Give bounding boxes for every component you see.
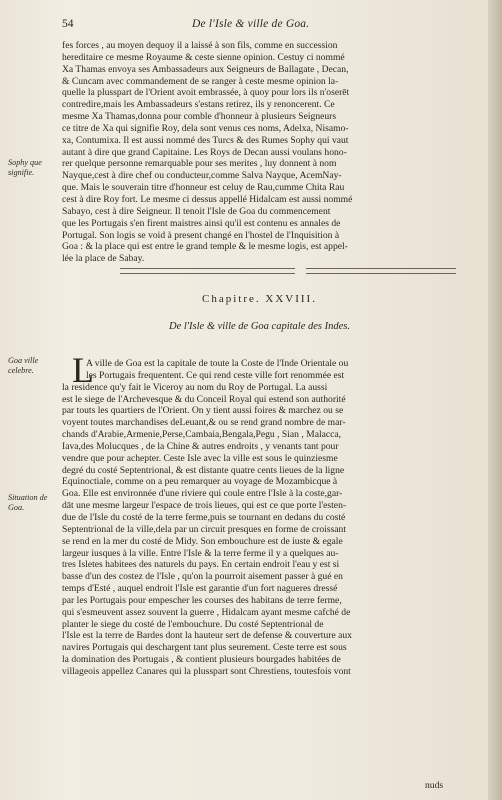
text-line: autant à dire que grand Capitaine. Les Roys de Decan aussi voulans hono- [62,146,347,158]
page-header [62,18,462,34]
text-line: Equinoctiale, comme on a peu remarquer au voyage de Mozambicque à [62,476,338,488]
page-gutter-shadow [488,0,502,800]
catchword: nuds [425,780,444,791]
text-line: ce titre de Xa qui signifie Roy, dela sont venus ces noms, Adelxa, Nisamo- [62,122,349,134]
text-line: Xa Thamas envoya ses Ambassadeurs aux Seigneurs de Ballagate , Decan, [62,63,349,75]
chapter-subtitle: De l'Isle & ville de Goa capitale des Indes. [169,321,350,332]
text-line: tres Isletes habitees des naturels du pays. En certain endroit l'eau y est si [62,559,340,571]
chapter-heading: Chapitre. XXVIII. [202,293,317,305]
text-line: les Portugais frequentent. Ce qui rend ceste ville fort renommée est [86,369,345,381]
text-line: navires Portugais qui deschargent tant plus seurement. Ceste terre est sous [62,642,347,654]
text-line: par les Portugais pour empescher les courses des habitans de terre ferme, [62,594,342,606]
text-line: la domination des Portugais , & contient plusieurs bourgades habitées de [62,654,341,666]
text-line: la residence qu'y fait le Viceroy au nom du Roy de Portugal. La aussi [62,381,328,393]
text-line: Iava,des Molucques , de la Chine & autres endroits , y venants tant pour [62,440,339,452]
text-line: qui s'esmeuvent assez souvent la guerre , Hidalcam ayant mesme cafché de [62,606,351,618]
text-line: contredire,mais les Ambassadeurs s'estans retirez, ils y renoncerent. Ce [62,99,335,111]
text-line: dāt une mesme largeur l'espace de trois lieues, qui est ce que porte l'esten- [62,500,347,512]
text-line: Goa. Elle est environnée d'une riviere qui coule entre l'Isle à la coste,gar- [62,488,343,500]
text-line: Sabayo, cest à dire Seigneur. Il tenoit l'Isle de Goa du commencement [62,205,331,217]
margin-note-sophy: Sophy que signifie. [8,158,42,177]
text-line: xa, Contumixa. Il est aussi nommé des Turcs & des Rumes Sophy qui vaut [62,134,349,146]
text-line: par touts les quartiers de l'Orient. On y tient aussi foires & marchez ou se [62,405,344,417]
text-line: Nayque,cest à dire chef ou conducteur,comme Salva Nayque, AcemNay- [62,170,342,182]
section-1-text [62,40,457,296]
margin-note-situation: Situation de Goa. [8,493,48,512]
ornamental-rule-right [306,268,456,274]
text-line: Septentrional de la ville,dela par un circuit presques en forme de croissant [62,523,346,535]
text-line: quelle la plusspart de l'Orient avoit embrassée, à quoy pour lors ils n'oserēt [62,87,350,99]
text-line: villageois appellez Canares qui la plusspart sont Chrestiens, toutesfois vont [62,665,351,677]
text-line: degré du costé Septentrional, & est distante quatre cents lieues de la ligne [62,464,345,476]
text-line: cest à dire Roy fort. Le mesme ci dessus appellé Hidalcam est aussi nommé [62,193,353,205]
text-line: A ville de Goa est la capitale de toute la Coste de l'Inde Orientale ou [86,358,349,369]
text-line: l'Isle est la terre de Bardes dont la hauteur sert de defense & couverture aux [62,630,352,642]
text-line: se rend en la mer du costé de Midy. Son embouchure est de iuste & egale [62,535,343,547]
text-line: hereditaire ce mesme Royaume & ceste sienne opinion. Cestuy ci nommé [62,51,345,63]
drop-cap: L [72,350,94,390]
text-line: que les Portugais s'en firent maistres ainsi qu'il est contenu es annales de [62,217,341,229]
text-line: rer quelque personne remarquable pour ses merites , luy donnent à nom [62,158,337,170]
text-line: mesme Xa Thamas,donna pour comble d'honneur à plusieurs Seigneurs [62,111,337,123]
text-line: Goa : & la place qui est entre le grand temple & le mesme logis, est appel- [62,241,348,253]
text-line: est le siege de l'Archevesque & du Conceil Royal qui estend son authorité [62,393,346,405]
ornamental-rule-left [120,268,295,274]
text-line: due de l'Isle du costé de la terre ferme,puis se tournant en dedans du costé [62,511,346,523]
text-line: fes forces , au moyen dequoy il a laissé à son fils, comme en succession [62,40,338,51]
margin-note-goa-celebre: Goa ville celebre. [8,356,39,375]
running-title: De l'Isle & ville de Goa. [192,18,310,30]
text-line: largeur iusques à la ville. Entre l'Isle & la terre ferme il y a quelques au- [62,547,339,559]
text-line: Portugal. Son logis se void à present changé en l'hostel de l'Inquisition à [62,229,340,241]
text-line: planter le siege du costé de l'embouchure. Du costé Septentrional de [62,618,324,630]
text-line: basse d'un des costez de l'Isle , qu'on la pourroit aisement passer à gué en [62,571,343,583]
text-line: vendre que pour achepter. Ceste Isle avec la ville est sous le quinziesme [62,452,338,464]
text-line: voyent toutes marchandises deLeuant,& ou se rend grand nombre de mar- [62,417,346,429]
text-line: que. Mais le souverain titre d'honneur est celuy de Rau,cumme Chita Rau [62,182,345,194]
section-2-text [62,358,457,678]
text-line: & Cuncam avec commandement de se ranger à ceste mesme opinion la- [62,75,339,87]
text-line: lée la place de Sabay. [62,253,145,265]
text-line: temps d'Esté , auquel endroit l'Isle est garantie d'un fort nagueres dressé [62,583,338,595]
page-number: 54 [62,18,74,30]
text-line: chands d'Arabie,Armenie,Perse,Cambaia,Bengala,Pegu , Sian , Malacca, [62,429,342,441]
